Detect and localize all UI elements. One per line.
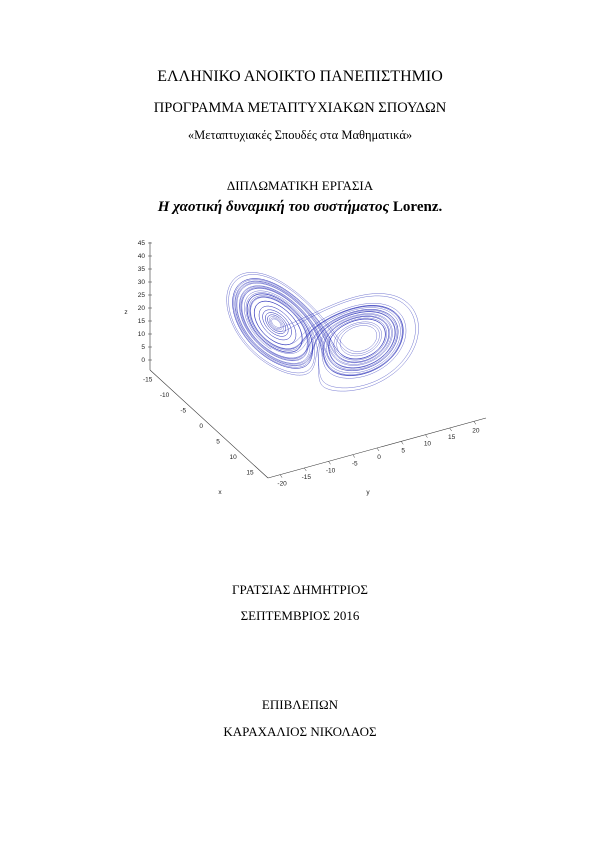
x-tick-label: 15 bbox=[246, 469, 254, 477]
z-tick-label: 45 bbox=[137, 240, 145, 247]
y-tick-mark bbox=[329, 461, 331, 464]
x-tick-label: 0 bbox=[199, 423, 203, 430]
z-tick-label: 25 bbox=[137, 292, 145, 299]
y-tick-label: 10 bbox=[423, 440, 432, 448]
z-tick-label: 10 bbox=[137, 331, 145, 338]
z-tick-label: 40 bbox=[137, 253, 145, 260]
supervisor-label: ΕΠΙΒΛΕΠΩΝ bbox=[261, 697, 339, 712]
y-tick-mark bbox=[425, 435, 427, 438]
y-tick-mark bbox=[280, 475, 282, 478]
y-tick-mark bbox=[401, 441, 403, 444]
y-tick-mark bbox=[450, 428, 452, 431]
x-axis-line bbox=[150, 370, 268, 478]
z-tick-label: 15 bbox=[137, 318, 145, 325]
y-tick-label: -5 bbox=[351, 460, 358, 468]
x-tick-label: -5 bbox=[180, 407, 187, 415]
x-tick-label: 10 bbox=[229, 453, 237, 461]
thesis-title-greek: Η χαοτική δυναμική του συστήματος bbox=[157, 199, 390, 215]
y-tick-label: 20 bbox=[472, 427, 480, 435]
y-tick-mark bbox=[377, 448, 379, 451]
document-type: ΔΙΠΛΩΜΑΤΙΚΗ ΕΡΓΑΣΙΑ bbox=[226, 178, 374, 193]
y-tick-label: 0 bbox=[377, 454, 381, 461]
y-tick-mark bbox=[304, 468, 306, 471]
program-name: ΠΡΟΓΡΑΜΜΑ ΜΕΤΑΠΤΥΧΙΑΚΩΝ ΣΠΟΥΔΩΝ bbox=[153, 100, 447, 116]
z-tick-label: 20 bbox=[137, 305, 145, 312]
university-name: ΕΛΛΗΝΙΚΟ ΑΝΟΙΚΤΟ ΠΑΝΕΠΙΣΤΗΜΙΟ bbox=[157, 68, 443, 85]
y-tick-label: 15 bbox=[448, 434, 456, 441]
course-name: «Μεταπτυχιακές Σπουδές στα Μαθηματικά» bbox=[187, 128, 413, 142]
z-axis-label: z bbox=[124, 309, 128, 316]
x-tick-label: -10 bbox=[159, 392, 170, 400]
z-tick-label: 5 bbox=[141, 344, 145, 351]
submission-date: ΣΕΠΤΕΜΒΡΙΟΣ 2016 bbox=[240, 608, 360, 623]
thesis-title-name: Lorenz. bbox=[392, 199, 443, 215]
lorenz-trajectory bbox=[227, 272, 419, 391]
supervisor-name: ΚΑΡΑΧΑΛΙΟΣ ΝΙΚΟΛΑΟΣ bbox=[223, 724, 377, 739]
z-tick-label: 0 bbox=[141, 357, 145, 364]
x-tick-label: -15 bbox=[143, 376, 153, 384]
y-tick-label: -20 bbox=[277, 480, 287, 488]
y-tick-mark bbox=[474, 421, 476, 424]
x-axis-label: x bbox=[218, 489, 222, 496]
x-tick-label: 5 bbox=[216, 438, 220, 446]
z-tick-label: 35 bbox=[137, 266, 145, 273]
z-tick-label: 30 bbox=[137, 279, 145, 286]
lorenz-attractor-plot bbox=[120, 232, 500, 500]
y-tick-label: -10 bbox=[325, 467, 336, 475]
author-name: ΓΡΑΤΣΙΑΣ ΔΗΜΗΤΡΙΟΣ bbox=[232, 582, 368, 597]
y-axis-label: y bbox=[366, 489, 370, 496]
y-tick-mark bbox=[353, 455, 355, 458]
thesis-title bbox=[0, 199, 600, 216]
y-tick-label: -15 bbox=[301, 474, 312, 481]
y-tick-label: 5 bbox=[401, 447, 406, 455]
